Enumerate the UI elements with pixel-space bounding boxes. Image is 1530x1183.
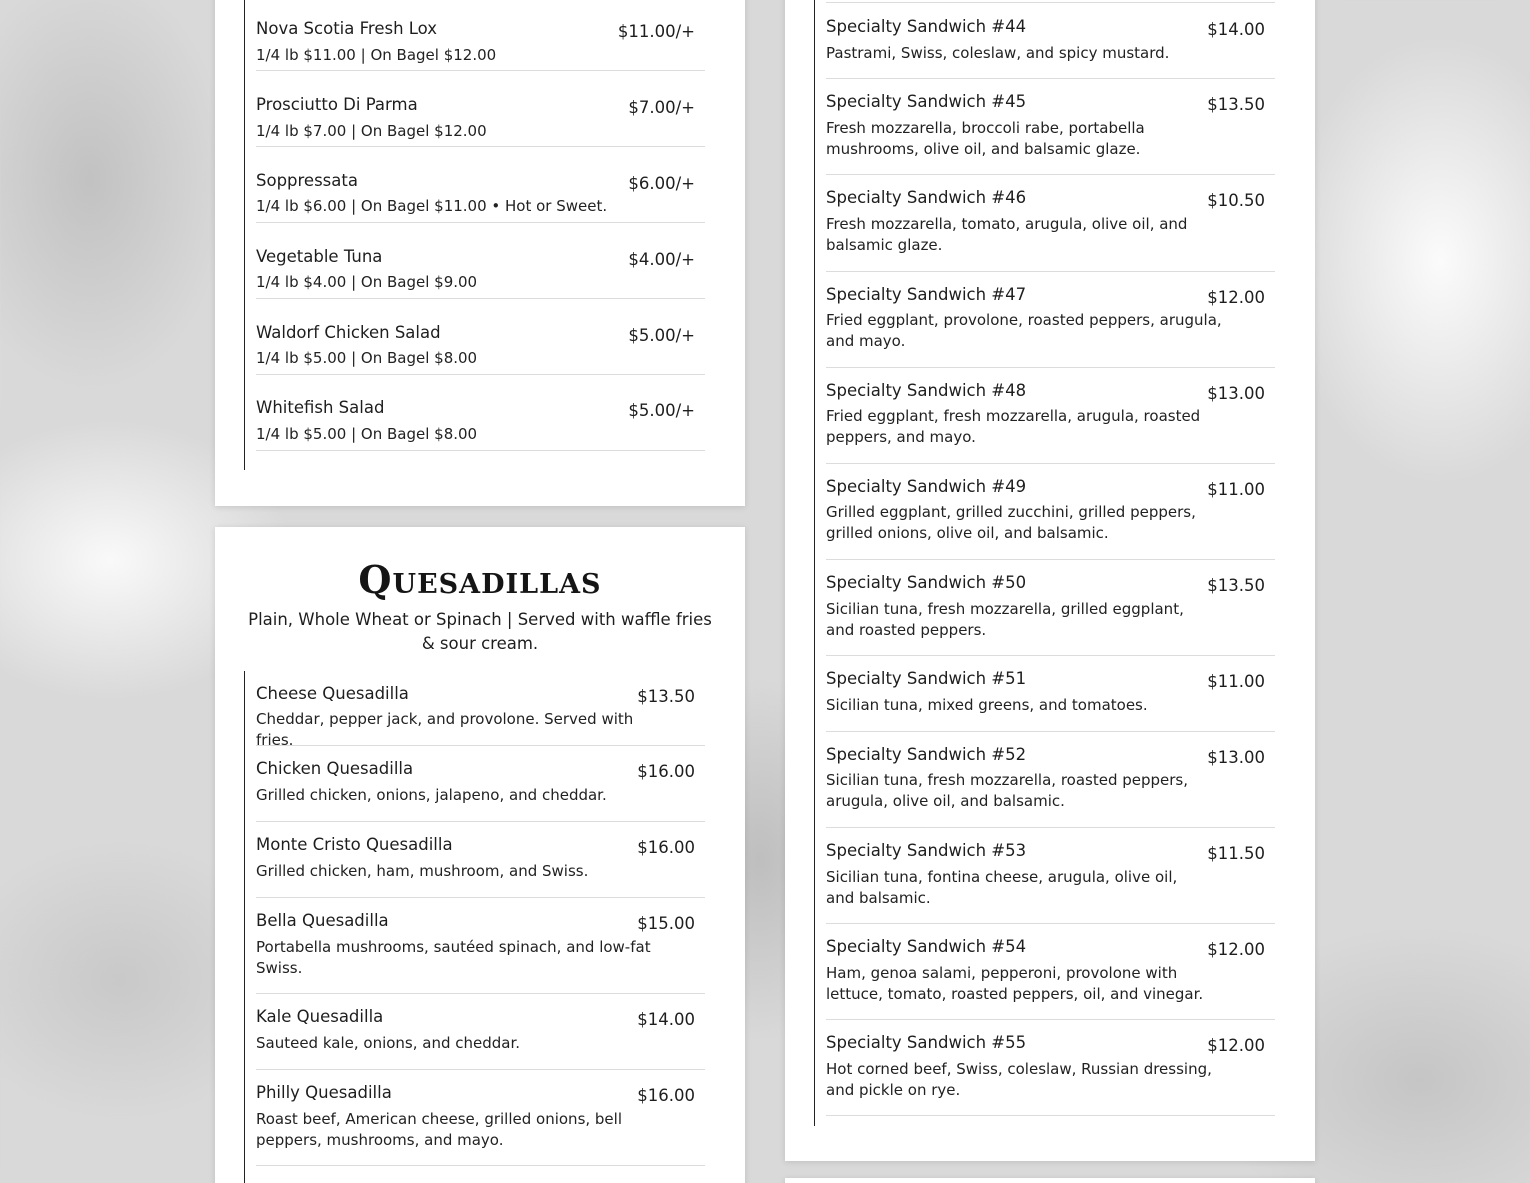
menu-item[interactable] bbox=[826, 560, 1275, 656]
item-desc: Hot corned beef, Swiss, coleslaw, Russian dressing, and pickle on rye. bbox=[826, 1060, 1212, 1099]
item-desc: 1/4 lb $5.00 | On Bagel $8.00 bbox=[256, 425, 478, 443]
item-price: $11.00/+ bbox=[617, 22, 695, 41]
item-price: $7.00/+ bbox=[628, 98, 695, 117]
item-desc: 1/4 lb $5.00 | On Bagel $8.00 bbox=[256, 349, 478, 367]
item-desc: Sicilian tuna, fresh mozzarella, grilled eggplant, and roasted peppers. bbox=[826, 600, 1184, 639]
menu-item[interactable] bbox=[256, 375, 705, 451]
menu-item[interactable] bbox=[256, 71, 705, 147]
menu-item[interactable] bbox=[826, 175, 1275, 272]
menu-item[interactable] bbox=[826, 1020, 1275, 1116]
item-name: Specialty Sandwich #47 bbox=[826, 285, 1027, 304]
item-desc: 1/4 lb $4.00 | On Bagel $9.00 bbox=[256, 273, 478, 291]
item-desc: Sicilian tuna, fontina cheese, arugula, olive oil, and balsamic. bbox=[826, 868, 1178, 907]
item-name: Specialty Sandwich #45 bbox=[826, 92, 1027, 111]
menu-item[interactable] bbox=[256, 223, 705, 299]
item-name: Cheese Quesadilla bbox=[256, 684, 409, 703]
item-name: Vegetable Tuna bbox=[256, 247, 383, 266]
item-price: $11.00 bbox=[1207, 480, 1265, 499]
item-name: Specialty Sandwich #51 bbox=[826, 669, 1027, 688]
item-desc: Grilled chicken, ham, mushroom, and Swiss. bbox=[256, 862, 589, 880]
menu-item[interactable] bbox=[256, 0, 705, 71]
item-price: $11.50 bbox=[1207, 844, 1265, 863]
menu-item[interactable] bbox=[256, 746, 705, 822]
item-desc: Ham, genoa salami, pepperoni, provolone with lettuce, tomato, roasted peppers, oil, and vinegar. bbox=[826, 964, 1204, 1003]
item-name: Prosciutto Di Parma bbox=[256, 95, 418, 114]
item-name: Kale Quesadilla bbox=[256, 1007, 384, 1026]
item-name: Specialty Sandwich #54 bbox=[826, 937, 1027, 956]
next-card-edge bbox=[785, 1178, 1315, 1183]
item-desc: Grilled chicken, onions, jalapeno, and cheddar. bbox=[256, 786, 607, 804]
menu-item[interactable] bbox=[826, 368, 1275, 464]
menu-item[interactable] bbox=[256, 299, 705, 375]
quesadilla-item-list bbox=[244, 671, 705, 1183]
item-price: $11.00 bbox=[1207, 672, 1265, 691]
item-desc: Fried eggplant, provolone, roasted peppers, arugula, and mayo. bbox=[826, 311, 1222, 350]
menu-item[interactable] bbox=[826, 272, 1275, 368]
item-price: $15.00 bbox=[637, 914, 695, 933]
item-price: $16.00 bbox=[637, 1086, 695, 1105]
menu-item[interactable] bbox=[826, 732, 1275, 828]
item-price: $13.00 bbox=[1207, 384, 1265, 403]
item-name: Monte Cristo Quesadilla bbox=[256, 835, 453, 854]
item-name: Specialty Sandwich #49 bbox=[826, 477, 1027, 496]
section-subtitle: Plain, Whole Wheat or Spinach | Served with waffle fries & sour cream. bbox=[248, 610, 712, 653]
menu-item[interactable] bbox=[256, 671, 705, 749]
menu-item[interactable] bbox=[256, 898, 705, 994]
item-desc: 1/4 lb $11.00 | On Bagel $12.00 bbox=[256, 46, 497, 64]
item-desc: Sicilian tuna, mixed greens, and tomatoes. bbox=[826, 696, 1148, 714]
item-name: Specialty Sandwich #48 bbox=[826, 381, 1027, 400]
item-price: $12.00 bbox=[1207, 1036, 1265, 1055]
item-name: Chicken Quesadilla bbox=[256, 759, 414, 778]
item-price: $16.00 bbox=[637, 762, 695, 781]
item-name: Whitefish Salad bbox=[256, 398, 385, 417]
item-price: $5.00/+ bbox=[628, 326, 695, 345]
item-name: Specialty Sandwich #55 bbox=[826, 1033, 1027, 1052]
item-desc: Pastrami, Swiss, coleslaw, and spicy mustard. bbox=[826, 44, 1170, 62]
item-price: $6.00/+ bbox=[628, 174, 695, 193]
item-desc: Grilled eggplant, grilled zucchini, grilled peppers, grilled onions, olive oil, and balsamic. bbox=[826, 503, 1196, 542]
item-desc: Cheddar, pepper jack, and provolone. Served with fries. bbox=[256, 710, 634, 749]
menu-item[interactable] bbox=[256, 994, 705, 1070]
section-title: Quesadillas bbox=[358, 557, 602, 602]
menu-item[interactable] bbox=[256, 822, 705, 898]
item-price: $14.00 bbox=[1207, 20, 1265, 39]
item-price: $13.00 bbox=[1207, 748, 1265, 767]
item-desc: Portabella mushrooms, sautéed spinach, and low-fat Swiss. bbox=[256, 938, 651, 977]
item-price: $12.00 bbox=[1207, 940, 1265, 959]
menu-item[interactable] bbox=[826, 464, 1275, 560]
item-price: $13.50 bbox=[1207, 95, 1265, 114]
item-name: Philly Quesadilla bbox=[256, 1083, 392, 1102]
item-desc: Sicilian tuna, fresh mozzarella, roasted peppers, arugula, olive oil, and balsamic. bbox=[826, 771, 1189, 810]
item-price: $13.50 bbox=[637, 687, 695, 706]
item-price: $13.50 bbox=[1207, 576, 1265, 595]
menu-item[interactable] bbox=[256, 147, 705, 223]
item-name: Specialty Sandwich #53 bbox=[826, 841, 1027, 860]
item-price: $5.00/+ bbox=[628, 401, 695, 420]
item-desc: Fresh mozzarella, broccoli rabe, portabella mushrooms, olive oil, and balsamic glaze. bbox=[826, 119, 1145, 158]
item-name: Nova Scotia Fresh Lox bbox=[256, 19, 438, 38]
item-desc: Sauteed kale, onions, and cheddar. bbox=[256, 1034, 521, 1052]
item-name: Specialty Sandwich #52 bbox=[826, 745, 1027, 764]
item-name: Specialty Sandwich #46 bbox=[826, 188, 1027, 207]
specialty-item-list bbox=[814, 0, 1275, 1126]
item-price: $12.00 bbox=[1207, 288, 1265, 307]
item-price: $4.00/+ bbox=[628, 250, 695, 269]
quesadillas-card bbox=[215, 527, 745, 1183]
menu-item[interactable] bbox=[826, 2, 1275, 79]
menu-item[interactable] bbox=[826, 924, 1275, 1020]
item-price: $10.50 bbox=[1207, 191, 1265, 210]
item-desc: Fried eggplant, fresh mozzarella, arugula, roasted peppers, and mayo. bbox=[826, 407, 1201, 446]
menu-item[interactable] bbox=[256, 1070, 705, 1166]
deli-card bbox=[215, 0, 745, 506]
item-desc: Roast beef, American cheese, grilled onions, bell peppers, mushrooms, and mayo. bbox=[256, 1110, 622, 1149]
deli-item-list bbox=[244, 0, 705, 470]
menu-item[interactable] bbox=[826, 828, 1275, 924]
item-name: Soppressata bbox=[256, 171, 358, 190]
item-name: Bella Quesadilla bbox=[256, 911, 389, 930]
item-name: Waldorf Chicken Salad bbox=[256, 323, 441, 342]
item-name: Specialty Sandwich #44 bbox=[826, 17, 1027, 36]
item-price: $16.00 bbox=[637, 838, 695, 857]
item-desc: 1/4 lb $7.00 | On Bagel $12.00 bbox=[256, 122, 487, 140]
item-desc: Fresh mozzarella, tomato, arugula, olive oil, and balsamic glaze. bbox=[826, 215, 1188, 254]
item-desc: 1/4 lb $6.00 | On Bagel $11.00 • Hot or Sweet. bbox=[256, 197, 608, 215]
specialty-sandwiches-card bbox=[785, 0, 1315, 1161]
item-price: $14.00 bbox=[637, 1010, 695, 1029]
menu-item[interactable] bbox=[826, 79, 1275, 175]
menu-item[interactable] bbox=[826, 656, 1275, 732]
item-name: Specialty Sandwich #50 bbox=[826, 573, 1027, 592]
